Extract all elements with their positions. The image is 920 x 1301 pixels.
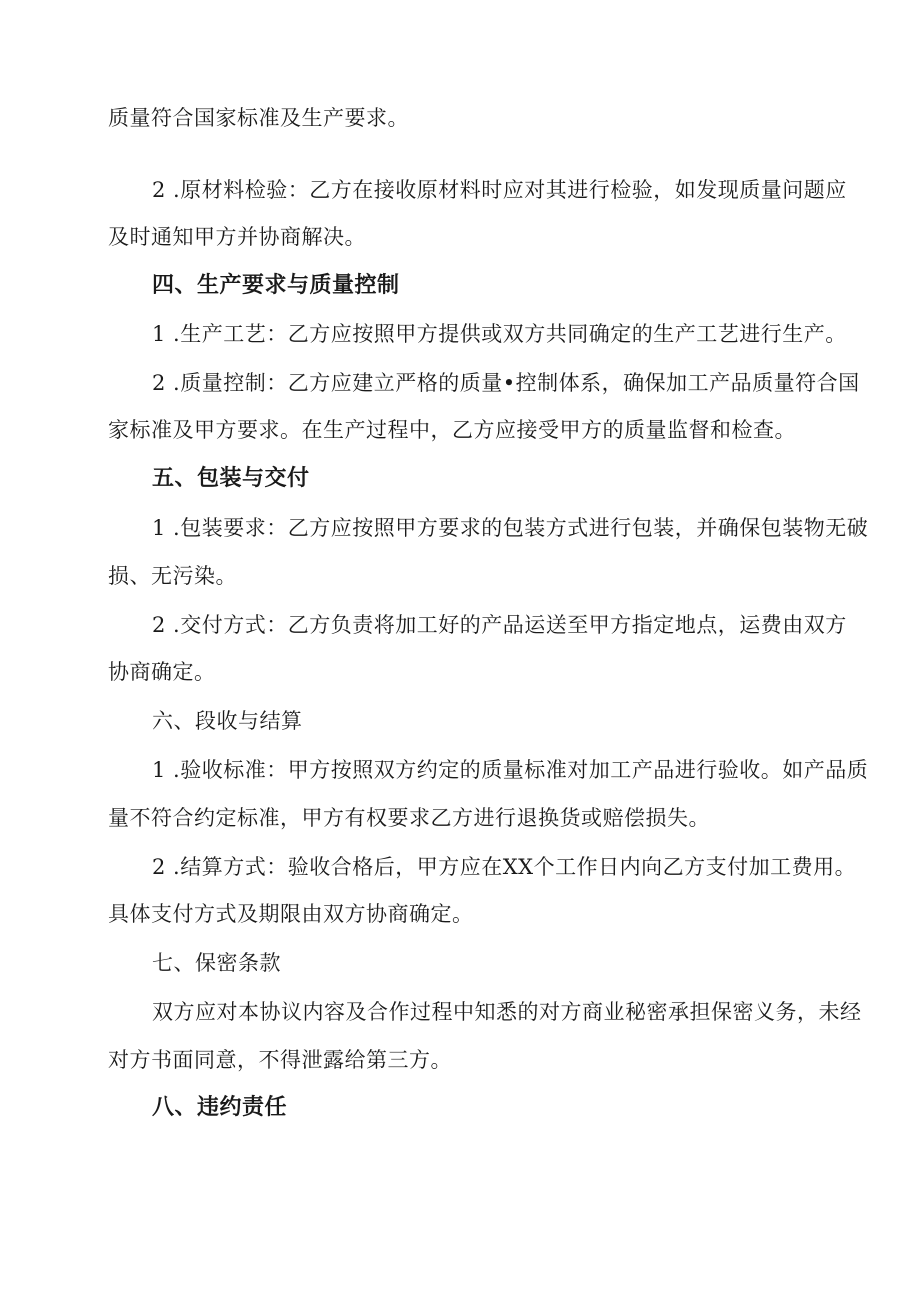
- paragraph-line: 质量符合国家标准及生产要求。: [108, 106, 409, 130]
- paragraph-line: 协商确定。: [108, 660, 216, 684]
- section-heading: 六、段收与结算: [152, 709, 303, 733]
- paragraph-line: 1 .包装要求：乙方应按照甲方要求的包装方式进行包装，并确保包装物无破: [152, 516, 869, 540]
- paragraph-line: 2 .质量控制：乙方应建立严格的质量•控制体系，确保加工产品质量符合国: [152, 371, 860, 395]
- section-heading: 五、包装与交付: [152, 466, 310, 491]
- paragraph-line: 及时通知甲方并协商解决。: [108, 225, 366, 249]
- section-heading: 八、违约责任: [152, 1095, 288, 1120]
- paragraph-line: 家标准及甲方要求。在生产过程中，乙方应接受甲方的质量监督和检查。: [108, 418, 796, 442]
- paragraph-line: 对方书面同意，不得泄露给第三方。: [108, 1048, 452, 1072]
- section-heading: 七、保密条款: [152, 951, 281, 975]
- paragraph-line: 具体支付方式及期限由双方协商确定。: [108, 902, 474, 926]
- paragraph-line: 损、无污染。: [108, 564, 237, 588]
- section-heading: 四、生产要求与质量控制: [152, 273, 400, 298]
- paragraph-line: 量不符合约定标准，甲方有权要求乙方进行退换货或赔偿损失。: [108, 806, 710, 830]
- paragraph-line: 2 .原材料检验：乙方在接收原材料时应对其进行检验，如发现质量问题应: [152, 178, 847, 202]
- paragraph-line: 1 .验收标准：甲方按照双方约定的质量标准对加工产品进行验收。如产品质: [152, 758, 869, 782]
- paragraph-line: 双方应对本协议内容及合作过程中知悉的对方商业秘密承担保密义务，未经: [152, 1000, 862, 1024]
- paragraph-line: 2 .交付方式：乙方负责将加工好的产品运送至甲方指定地点，运费由双方: [152, 613, 847, 637]
- paragraph-line: 1 .生产工艺：乙方应按照甲方提供或双方共同确定的生产工艺进行生产。: [152, 322, 847, 346]
- paragraph-line: 2 .结算方式：验收合格后，甲方应在XX个工作日内向乙方支付加工费用。: [152, 855, 857, 879]
